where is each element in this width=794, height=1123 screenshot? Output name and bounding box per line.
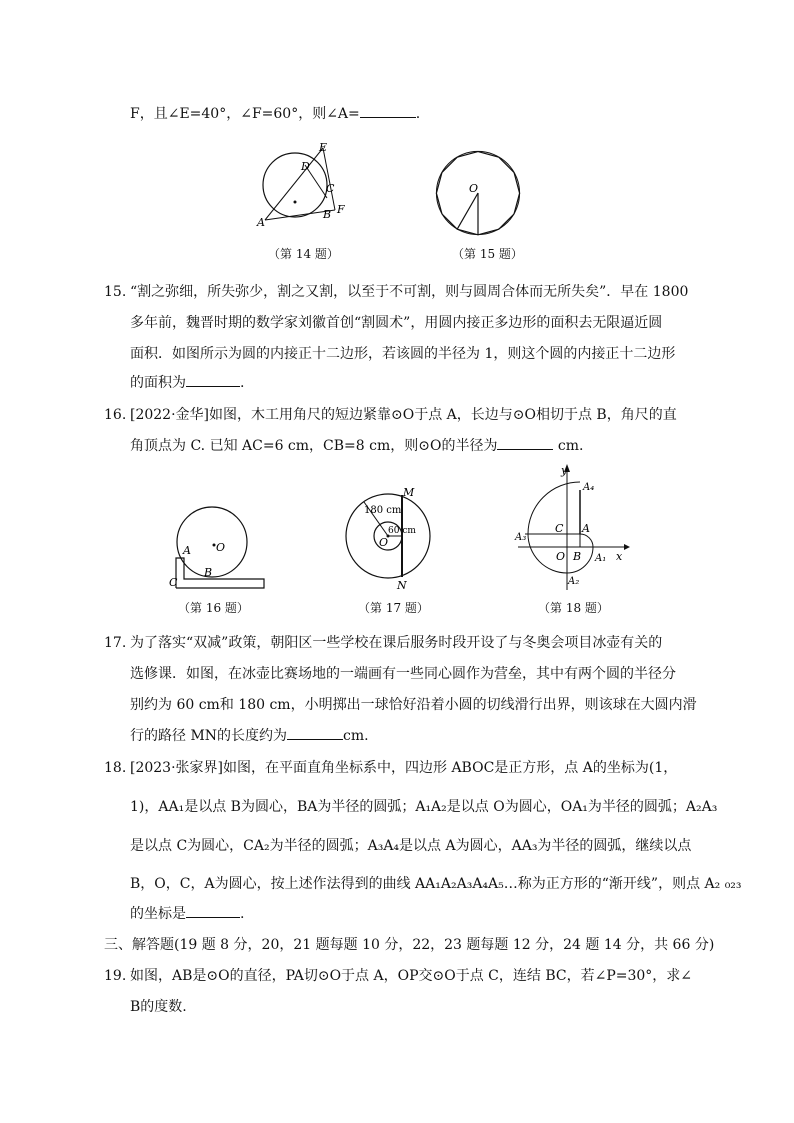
label-a: A — [582, 522, 590, 535]
q18-line5-before: 的坐标是 — [130, 906, 186, 922]
q16-caption: （第 16 题） — [178, 601, 249, 615]
label-n: N — [397, 579, 407, 592]
q19-line2: B的度数. — [130, 999, 187, 1015]
label-c: C — [555, 522, 564, 535]
label-o: O — [379, 536, 389, 549]
q15-number: 15. — [104, 284, 127, 300]
label-radius-big: 180 cm — [364, 505, 402, 516]
label-c: C — [169, 576, 178, 589]
q18-line1: [2023·张家界]如图，在平面直角坐标系中，四边形 ABOC是正方形，点 A的坐标为(1， — [130, 760, 678, 776]
figure-17 — [346, 480, 456, 590]
q16-line2-before: 角顶点为 C. 已知 AC=6 cm，CB=8 cm，则⊙O的半径为 — [130, 438, 498, 454]
label-c: C — [326, 182, 335, 195]
label-a: A — [183, 544, 191, 557]
q14-text — [130, 104, 420, 124]
q15-caption: （第 15 题） — [452, 247, 523, 261]
q17-line2: 选修课．如图，在冰壶比赛场地的一端画有一些同心圆作为营垒，其中有两个圆的半径分 — [130, 666, 676, 682]
q14-caption: （第 14 题） — [268, 247, 339, 261]
q17-answer-blank — [287, 739, 343, 740]
q18-line5-after: . — [240, 906, 245, 922]
label-radius-small: 60 cm — [388, 526, 416, 536]
label-b: B — [204, 566, 213, 579]
q15-line4-before: 的面积为 — [130, 375, 186, 391]
q15-line3: 面积．如图所示为圆的内接正十二边形，若该圆的半径为 1，则这个圆的内接正十二边形 — [130, 346, 676, 362]
q16-line2-after: cm. — [553, 438, 584, 454]
label-a1: A₁ — [595, 553, 607, 564]
q15-line4 — [130, 373, 244, 393]
q14-text-after: . — [415, 106, 421, 122]
label-o: O — [556, 550, 566, 563]
q14-text-before: F，且∠E=40°，∠F=60°，则∠A= — [130, 106, 360, 122]
label-x: x — [616, 550, 623, 563]
q17-line1: 为了落实“双减”政策，朝阳区一些学校在课后服务时段开设了与冬奥会项目冰壶有关的 — [130, 635, 663, 651]
q17-line4-after: cm. — [343, 728, 369, 744]
figure-15 — [436, 148, 520, 238]
q17-line4 — [130, 726, 369, 746]
label-b: B — [323, 208, 332, 221]
label-a4: A₄ — [583, 482, 595, 493]
label-a3: A₃ — [515, 532, 527, 543]
q18-caption: （第 18 题） — [538, 601, 609, 615]
q18-line3: 是以点 C为圆心，CA₂为半径的圆弧；A₃A₄是以点 A为圆心，AA₃为半径的圆弧，继续以点 — [130, 838, 692, 854]
q18-answer-blank — [186, 917, 240, 918]
q16-line2 — [130, 436, 583, 456]
q18-line5 — [130, 904, 244, 924]
q15-answer-blank — [186, 386, 240, 387]
label-m: M — [403, 486, 415, 499]
q18-line4: B，O，C，A为圆心，按上述作法得到的曲线 AA₁A₂A₃A₄A₅…称为正方形的“渐开线”，则点 A₂ ₀₂₃ — [130, 876, 742, 892]
label-a2: A₂ — [568, 576, 580, 587]
q16-number: 16. — [104, 407, 127, 423]
q16-answer-blank — [497, 449, 553, 450]
q14-answer-blank — [360, 117, 416, 118]
label-b: B — [573, 550, 582, 563]
q17-line4-before: 行的路径 MN的长度约为 — [130, 728, 288, 744]
section3-title: 三、解答题(19 题 8 分，20，21 题每题 10 分，22，23 题每题 12 分，24 题 14 分，共 66 分) — [104, 937, 715, 953]
q16-line1: [2022·金华]如图，木工用角尺的短边紧靠⊙O于点 A，长边与⊙O相切于点 B，角尺的直 — [130, 407, 677, 423]
q18-number: 18. — [104, 760, 127, 776]
label-e: E — [319, 141, 328, 154]
label-d: D — [301, 160, 310, 173]
q17-line3: 别约为 60 cm和 180 cm，小明掷出一球恰好沿着小圆的切线滑行出界，则该球在大圆内滑 — [130, 697, 697, 713]
q18-line2: 1)，AA₁是以点 B为圆心，BA为半径的圆弧；A₁A₂是以点 O为圆心，OA₁为半径的圆弧；A₂A₃ — [130, 799, 718, 815]
label-f: F — [337, 203, 345, 216]
label-a: A — [257, 216, 265, 229]
q15-line4-after: . — [240, 375, 245, 391]
label-o: O — [216, 541, 226, 554]
label-y: y — [561, 464, 568, 477]
q19-number: 19. — [104, 968, 127, 984]
figure-16 — [166, 500, 266, 590]
q15-line2: 多年前，魏晋时期的数学家刘徽首创“割圆术”，用圆内接正多边形的面积去无限逼近圆 — [130, 315, 663, 331]
figure-18 — [510, 462, 630, 592]
q17-number: 17. — [104, 635, 127, 651]
label-o: O — [469, 182, 479, 195]
q17-caption: （第 17 题） — [358, 601, 429, 615]
q19-line1: 如图，AB是⊙O的直径，PA切⊙O于点 A，OP交⊙O于点 C，连结 BC，若∠P=30°，求∠ — [130, 968, 693, 984]
q15-line1: “割之弥细，所失弥少，割之又割，以至于不可割，则与圆周合体而无所失矣”．早在 1800 — [130, 284, 689, 300]
figure-14 — [255, 140, 355, 230]
